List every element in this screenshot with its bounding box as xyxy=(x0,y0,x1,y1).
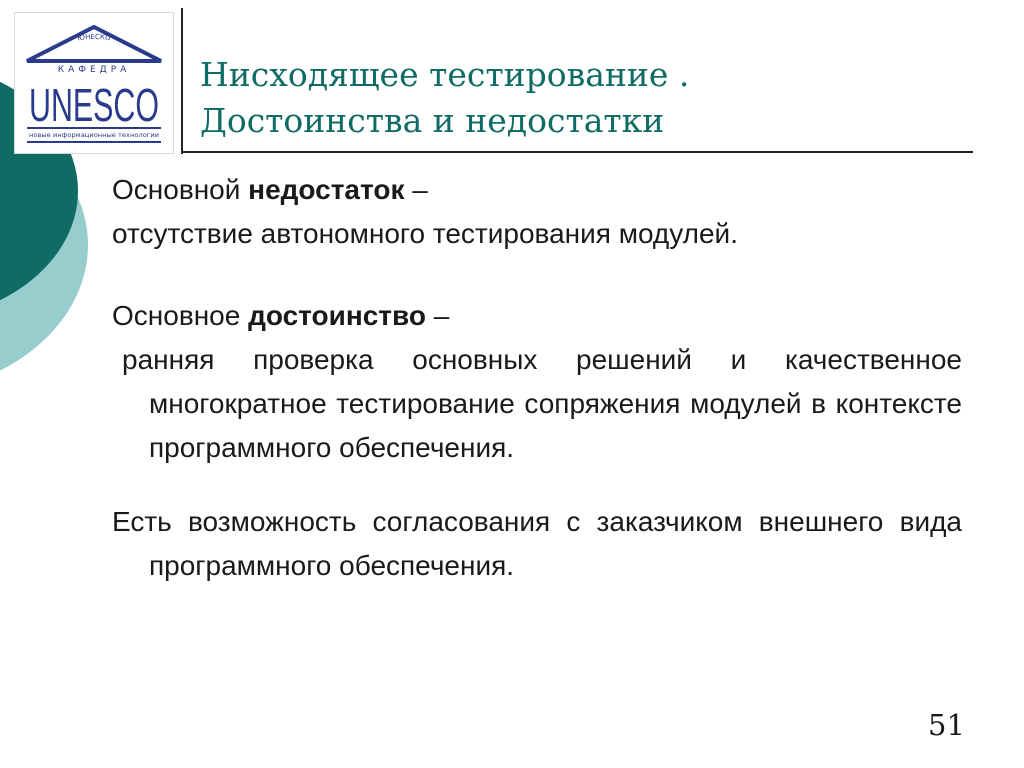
logo-tagline: новые информационные технологии xyxy=(29,131,159,139)
unesco-logo xyxy=(14,12,174,154)
drawback-suffix: – xyxy=(404,174,428,205)
advantage-heading xyxy=(112,294,962,338)
header-vertical-rule xyxy=(181,8,183,154)
drawback-keyword: недостаток xyxy=(248,174,405,205)
advantage-keyword: достоинство xyxy=(248,300,426,331)
header-horizontal-rule xyxy=(181,151,973,153)
drawback-prefix: Основной xyxy=(112,174,249,205)
logo-name: UNESCO xyxy=(29,79,159,131)
drawback-heading xyxy=(112,168,962,212)
title-line-1: Нисходящее тестирование . xyxy=(200,55,690,94)
drawback-text: отсутствие автономного тестирования модулей. xyxy=(112,218,738,249)
advantage-suffix: – xyxy=(425,300,450,331)
slide-title xyxy=(200,52,689,144)
title-line-2: Достоинства и недостатки xyxy=(200,101,665,140)
page-number: 51 xyxy=(928,708,965,742)
advantage-text: ранняя проверка основных решений и качественное многократное тестирование сопряжения модулей в контексте программного обеспечения. xyxy=(122,344,962,463)
logo-arc-text: ЮНЕСКО xyxy=(76,32,112,43)
customer-agreement-text: Есть возможность согласования с заказчиком внешнего вида программного обеспечения. xyxy=(112,506,962,581)
unesco-logo-graphic xyxy=(15,13,173,153)
logo-subtitle: КАФЕДРА xyxy=(57,65,131,75)
slide-content xyxy=(112,168,962,588)
advantage-prefix: Основное xyxy=(112,300,249,331)
